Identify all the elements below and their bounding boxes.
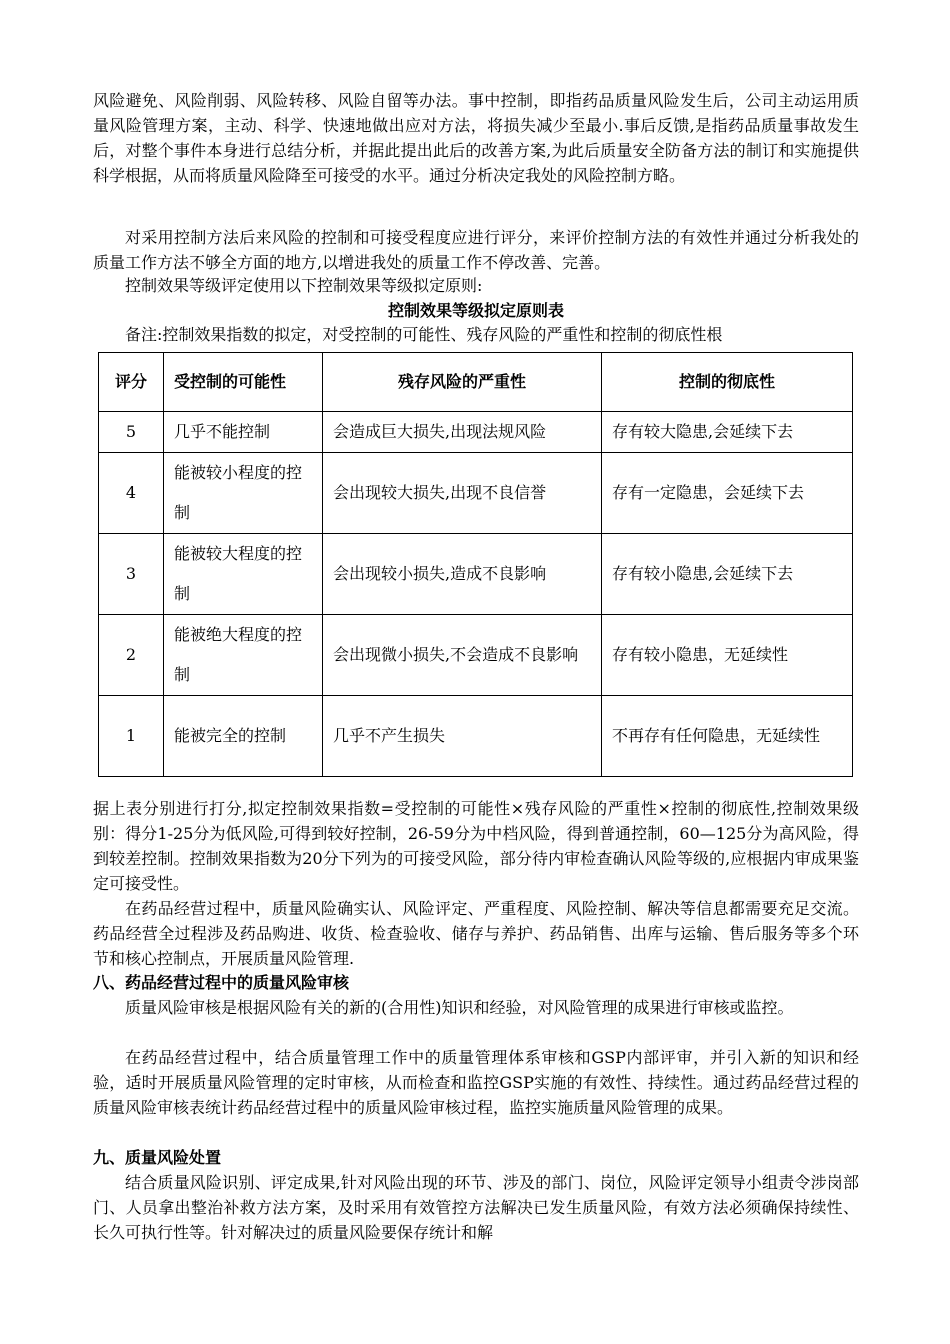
cell-residual-severity: 会造成巨大损失,出现法规风险 [323,412,602,453]
table-row [99,696,853,777]
paragraph-risk-disposal: 结合质量风险识别、评定成果,针对风险出现的环节、涉及的部门、岗位，风险评定领导小组责令涉岗部门、人员拿出整治补救方法方案，及时采用有效管控方法解决已发生质量风险，有效方法必须确保持续性、长久可执行性等。针对解决过的质量风险要保存统计和解 [93,1173,859,1242]
paragraph-information-exchange: 在药品经营过程中，质量风险确实认、风险评定、严重程度、风险控制、解决等信息都需要充足交流。药品经营全过程涉及药品购进、收货、检查验收、储存与养护、药品销售、出库与运输、售后服务等多个环节和核心控制点，开展质量风险管理. [93,899,859,968]
table-title: 控制效果等级拟定原则表 [387,301,564,320]
paragraph-control-evaluation: 对采用控制方法后来风险的控制和可接受程度应进行评分，来评价控制方法的有效性并通过分析我处的质量工作方法不够全方面的地方,以增进我处的质量工作不停改善、完善。 [93,228,859,272]
cell-controllability: 能被绝大程度的控制 [164,615,323,696]
cell-score: 2 [99,615,164,696]
paragraph-risk-review-process: 在药品经营过程中，结合质量管理工作中的质量管理体系审核和GSP内部评审，并引入新的知识和经验，适时开展质量风险管理的定时审核，从而检查和监控GSP实施的有效性、持续性。通过药品经营过程的质量风险审核表统计药品经营过程中的质量风险审核过程，监控实施质量风险管理的成果。 [93,1048,859,1117]
paragraph-risk-control-strategy: 风险避免、风险削弱、风险转移、风险自留等办法。事中控制，即指药品质量风险发生后，公司主动运用质量风险管理方案，主动、科学、快速地做出应对方法，将损失减少至最小.事后反馈,是指药品质量事故发生后，对整个事件本身进行总结分析，并据此提出此后的改善方案,为此后质量安全防备方法的制订和实施提供科学根据，从而将质量风险降至可接受的水平。通过分析决定我处的风险控制方略。 [93,91,859,185]
section-heading-risk-review: 八、药品经营过程中的质量风险审核 [93,973,350,992]
cell-controllability: 几乎不能控制 [164,412,323,453]
cell-score: 3 [99,534,164,615]
table-row [99,412,853,453]
header-controllability: 受控制的可能性 [164,353,323,412]
paragraph-grading-intro: 控制效果等级评定使用以下控制效果等级拟定原则: [125,276,483,295]
cell-thoroughness: 存有较小隐患，无延续性 [602,615,853,696]
paragraph-risk-review-definition: 质量风险审核是根据风险有关的新的(合用性)知识和经验，对风险管理的成果进行审核或监控。 [125,998,794,1017]
cell-controllability: 能被较小程度的控制 [164,453,323,534]
section-heading-risk-disposal: 九、质量风险处置 [93,1148,222,1167]
cell-thoroughness: 存有一定隐患，会延续下去 [602,453,853,534]
table-header-row [99,353,853,412]
header-score: 评分 [99,353,164,412]
cell-thoroughness: 不再存有任何隐患，无延续性 [602,696,853,777]
cell-score: 1 [99,696,164,777]
cell-residual-severity: 几乎不产生损失 [323,696,602,777]
paragraph-scoring-explanation: 据上表分别进行打分,拟定控制效果指数=受控制的可能性×残存风险的严重性×控制的彻底性,控制效果级别：得分1-25分为低风险,可得到较好控制，26-59分为中档风险，得到普通控制，60—125分为高风险，得到较差控制。控制效果指数为20分下列为的可接受风险，部分待内审检查确认风险等级的,应根据内审成果鉴定可接受性。 [93,799,859,893]
table-row [99,615,853,696]
cell-residual-severity: 会出现较小损失,造成不良影响 [323,534,602,615]
cell-score: 5 [99,412,164,453]
cell-residual-severity: 会出现微小损失,不会造成不良影响 [323,615,602,696]
cell-score: 4 [99,453,164,534]
header-residual-severity: 残存风险的严重性 [323,353,602,412]
cell-residual-severity: 会出现较大损失,出现不良信誉 [323,453,602,534]
table-note: 备注:控制效果指数的拟定，对受控制的可能性、残存风险的严重性和控制的彻底性根 [125,325,723,344]
cell-thoroughness: 存有较小隐患,会延续下去 [602,534,853,615]
cell-controllability: 能被较大程度的控制 [164,534,323,615]
cell-controllability: 能被完全的控制 [164,696,323,777]
header-thoroughness: 控制的彻底性 [602,353,853,412]
cell-thoroughness: 存有较大隐患,会延续下去 [602,412,853,453]
table-row [99,534,853,615]
table-row [99,453,853,534]
control-effect-grading-table [98,352,853,777]
